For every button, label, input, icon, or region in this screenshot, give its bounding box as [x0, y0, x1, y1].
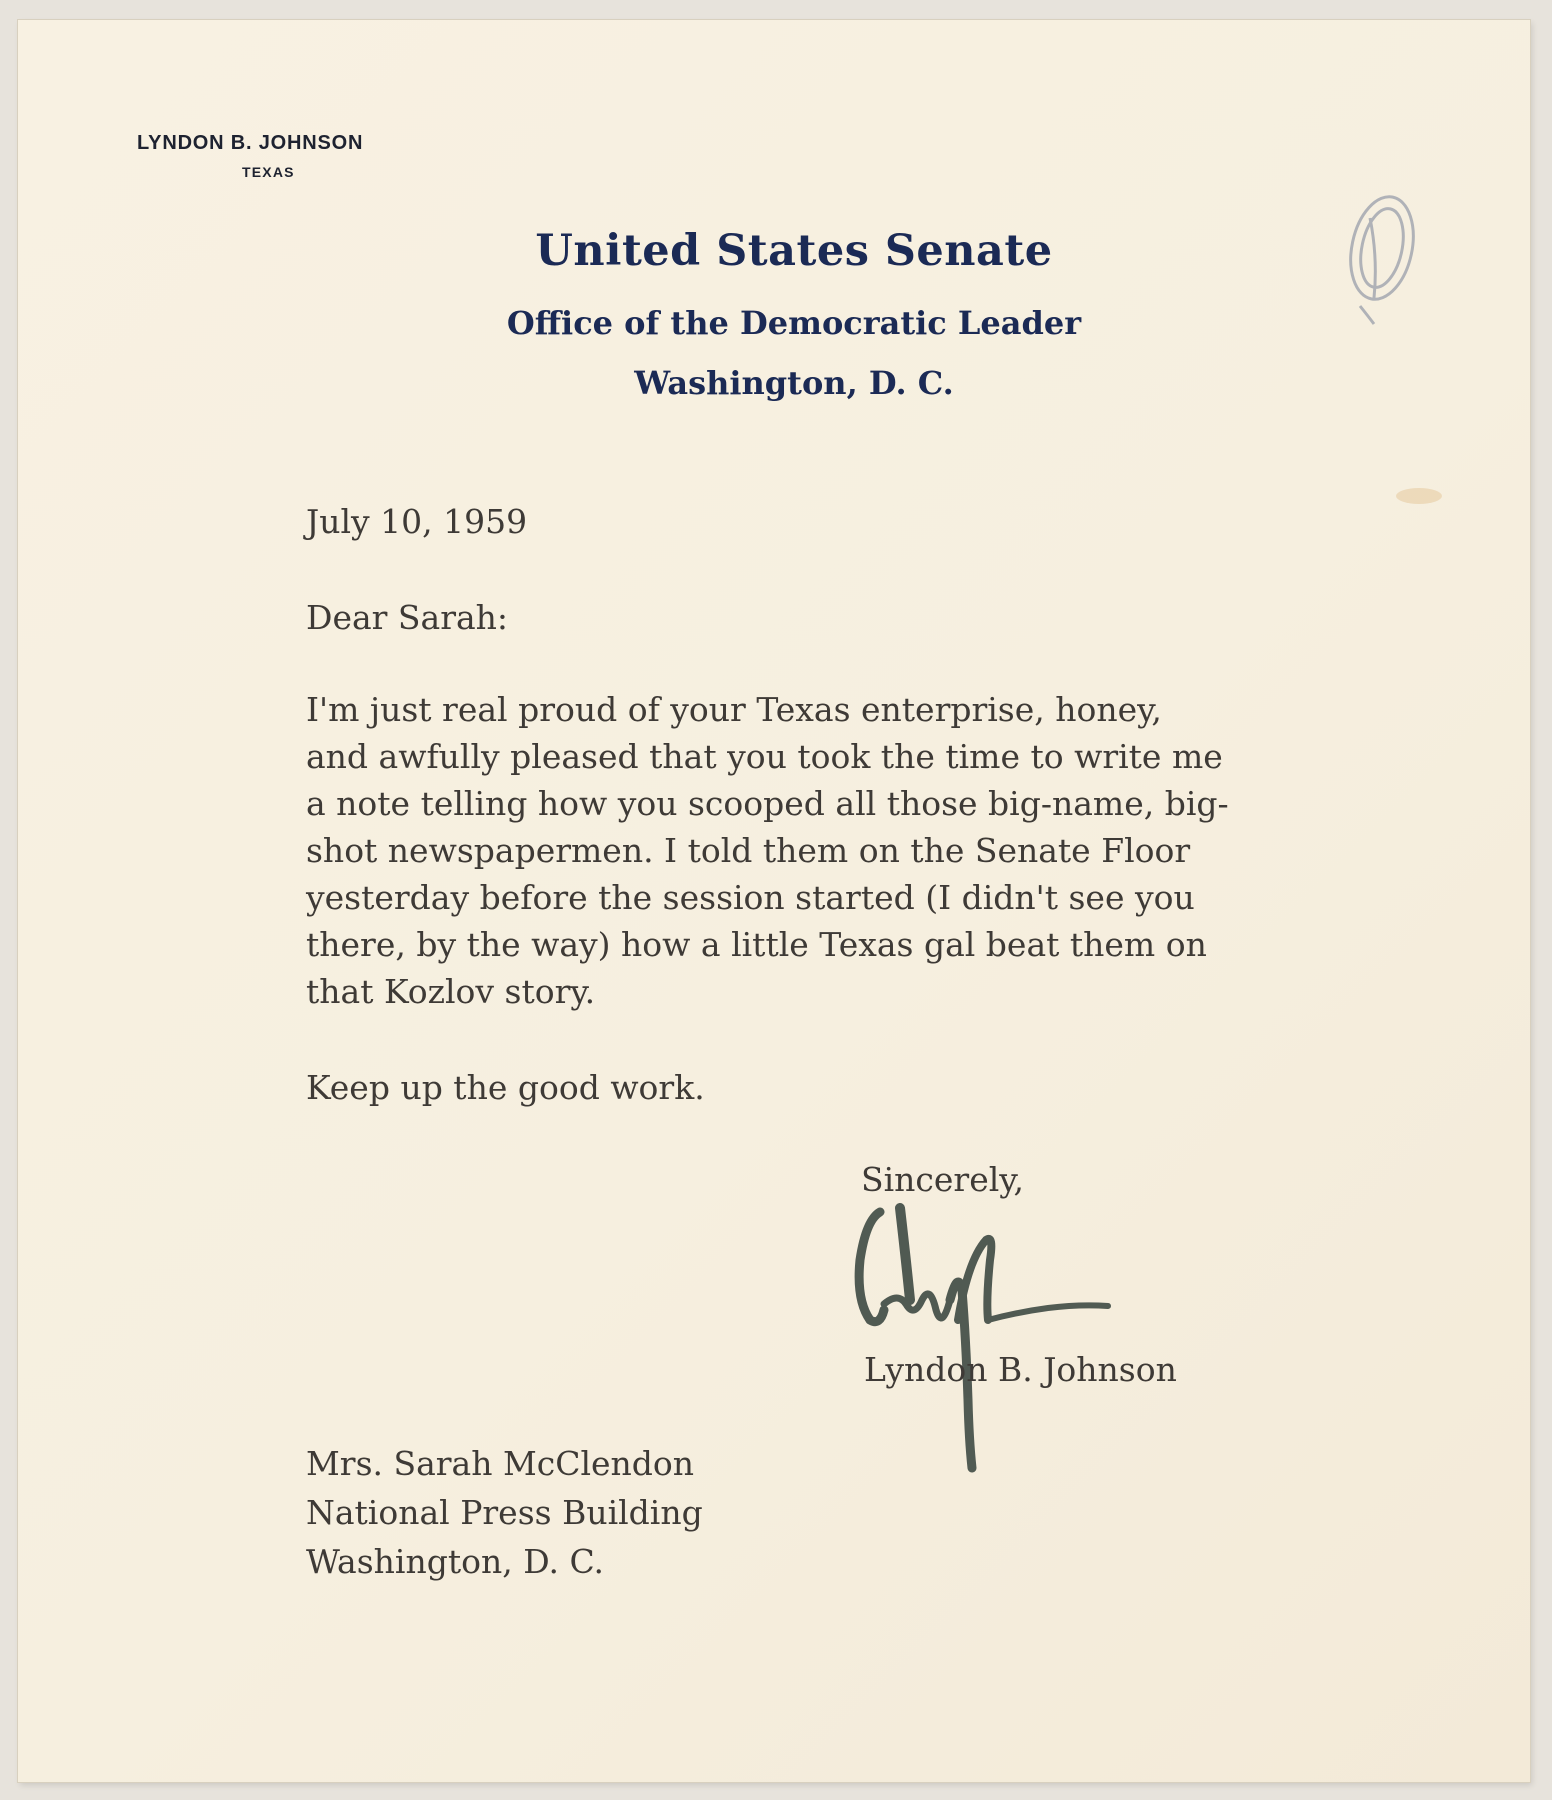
salutation: Dear Sarah:	[306, 598, 509, 637]
letterhead-senate: United States Senate	[535, 226, 1053, 276]
letter-page	[18, 20, 1530, 1782]
sender-state: TEXAS	[242, 164, 295, 180]
recipient-building: National Press Building	[306, 1493, 703, 1532]
body-line: and awfully pleased that you took the time to write me	[306, 737, 1223, 776]
ink-stamp-mark	[1330, 188, 1430, 338]
body-line: there, by the way) how a little Texas gal beat them on	[306, 925, 1207, 964]
body-line: that Kozlov story.	[306, 972, 596, 1011]
body-line: I'm just real proud of your Texas enterprise, honey,	[306, 690, 1162, 729]
recipient-name: Mrs. Sarah McClendon	[306, 1444, 695, 1483]
body-line: shot newspapermen. I told them on the Senate Floor	[306, 831, 1191, 870]
handwritten-signature	[818, 1200, 1158, 1480]
signer-name: Lyndon B. Johnson	[864, 1350, 1177, 1389]
body-line: yesterday before the session started (I didn't see you	[306, 878, 1195, 917]
sign-off: Sincerely,	[861, 1160, 1025, 1199]
letterhead-city: Washington, D. C.	[634, 364, 954, 402]
paper-stain	[1396, 488, 1442, 504]
letterhead-office: Office of the Democratic Leader	[506, 304, 1082, 342]
sender-name: LYNDON B. JOHNSON	[137, 132, 364, 154]
closing-line: Keep up the good work.	[306, 1068, 705, 1107]
letter-date: July 10, 1959	[306, 502, 528, 541]
recipient-city: Washington, D. C.	[306, 1542, 605, 1581]
body-line: a note telling how you scooped all those big-name, big-	[306, 784, 1229, 823]
